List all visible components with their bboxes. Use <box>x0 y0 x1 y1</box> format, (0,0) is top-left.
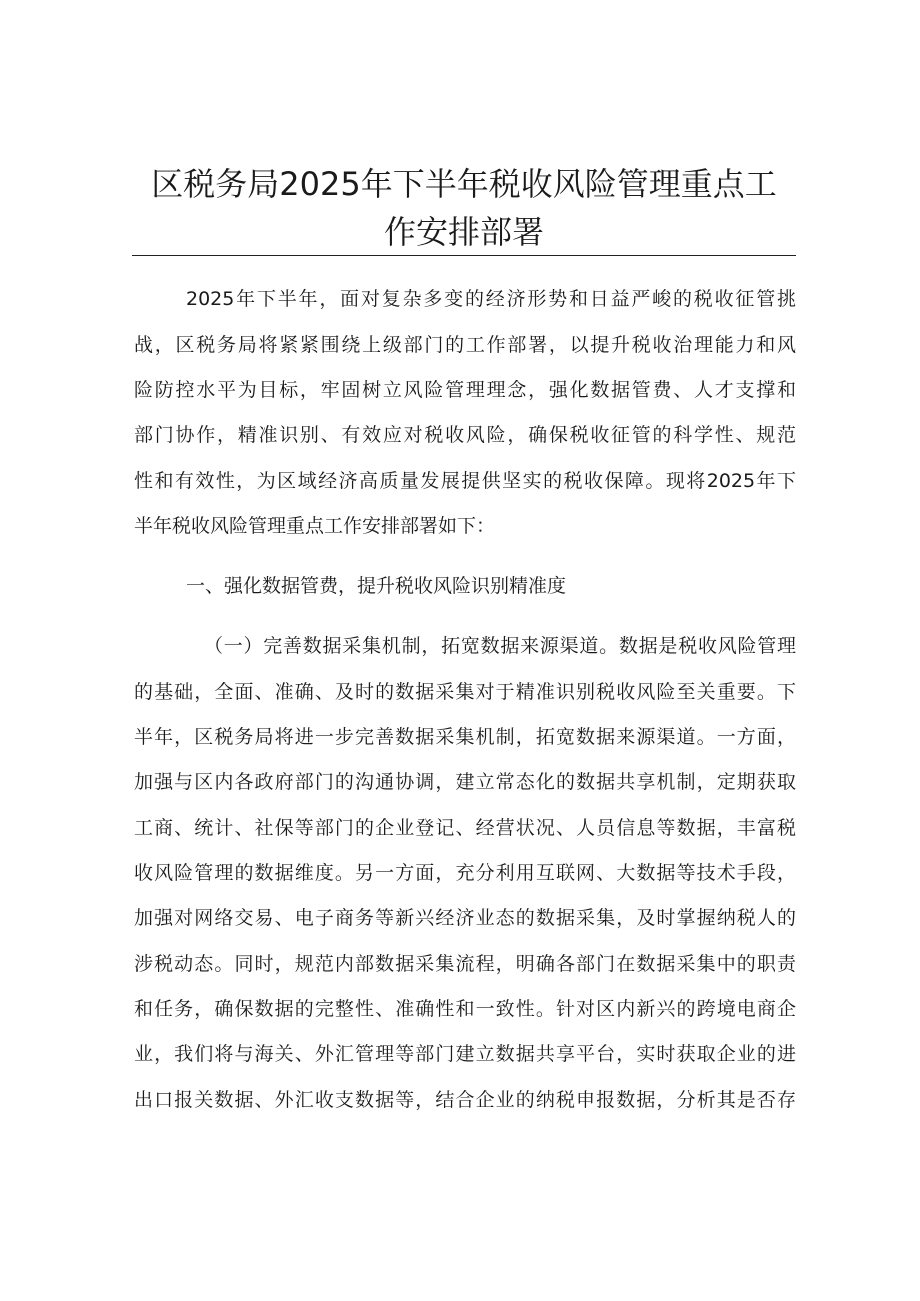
title-underline <box>132 255 796 256</box>
intro-line-6: 半年税收风险管理重点工作安排部署如下： <box>134 515 496 537</box>
body-line-11: 出口报关数据、外汇收支数据等，结合企业的纳税申报数据，分析其是否存 <box>134 1089 796 1111</box>
intro-line-4: 部门协作，精准识别、有效应对税收风险，确保税收征管的科学性、规范 <box>134 424 796 446</box>
title-line-2: 作安排部署 <box>383 213 544 251</box>
body-line-9: 和任务，确保数据的完整性、准确性和一致性。针对区内新兴的跨境电商企 <box>134 998 796 1020</box>
section-heading: 一、强化数据管费，提升税收风险识别精准度 <box>186 575 567 597</box>
document-title <box>132 160 796 256</box>
body-line-1: （一）完善数据采集机制，拓宽数据来源渠道。数据是税收风险管理 <box>204 635 796 657</box>
body-line-7: 加强对网络交易、电子商务等新兴经济业态的数据采集，及时掌握纳税人的 <box>134 907 796 929</box>
body-line-8: 涉税动态。同时，规范内部数据采集流程，明确各部门在数据采集中的职责 <box>134 953 796 975</box>
title-line-1: 区税务局2025年下半年税收风险管理重点工 <box>151 165 777 203</box>
body-line-4: 加强与区内各政府部门的沟通协调，建立常态化的数据共享机制，定期获取 <box>134 771 796 793</box>
body-line-3: 半年，区税务局将进一步完善数据采集机制，拓宽数据来源渠道。一方面， <box>134 726 796 748</box>
body-line-10: 业，我们将与海关、外汇管理等部门建立数据共享平台，实时获取企业的进 <box>134 1043 796 1065</box>
body-line-6: 收风险管理的数据维度。另一方面，充分利用互联网、大数据等技术手段， <box>134 862 796 884</box>
intro-line-1: 2025年下半年，面对复杂多变的经济形势和日益严峻的税收征管挑 <box>186 288 796 310</box>
body-line-2: 的基础，全面、准确、及时的数据采集对于精准识别税收风险至关重要。下 <box>134 681 796 703</box>
intro-line-2: 战，区税务局将紧紧围绕上级部门的工作部署，以提升税收治理能力和风 <box>134 334 796 356</box>
body-line-5: 工商、统计、社保等部门的企业登记、经营状况、人员信息等数据，丰富税 <box>134 817 796 839</box>
intro-line-3: 险防控水平为目标，牢固树立风险管理理念，强化数据管费、人才支撑和 <box>134 379 796 401</box>
intro-line-5: 性和有效性，为区域经济高质量发展提供坚实的税收保障。现将2025年下 <box>134 470 796 492</box>
